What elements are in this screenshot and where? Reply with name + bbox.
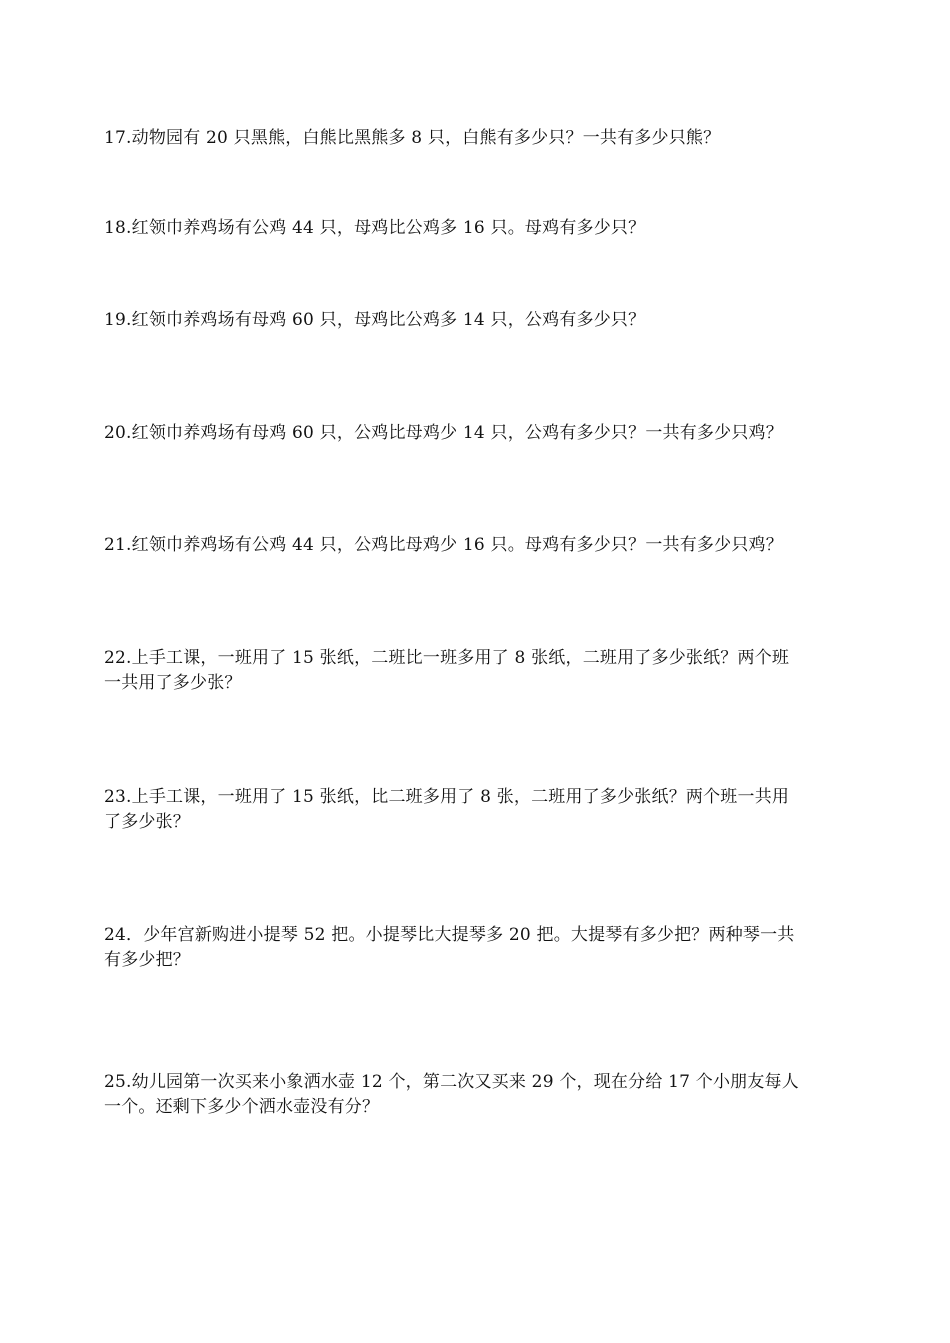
problem-22-line-1: 22.上手工课，一班用了 15 张纸，二班比一班多用了 8 张纸，二班用了多少张纸？两个班	[104, 648, 790, 668]
problem-22-line-2: 一共用了多少张？	[104, 673, 242, 693]
problem-17-line-1: 17.动物园有 20 只黑熊，白熊比黑熊多 8 只，白熊有多少只？一共有多少只熊？	[104, 128, 721, 148]
problem-24-line-2: 有多少把？	[104, 950, 190, 970]
problem-25-line-2: 一个。还剩下多少个洒水壶没有分？	[104, 1097, 380, 1117]
problem-21	[104, 533, 852, 558]
problem-20	[104, 421, 852, 446]
problem-23-line-1: 23.上手工课，一班用了 15 张纸，比二班多用了 8 张，二班用了多少张纸？两个班一共用	[104, 787, 790, 807]
problem-18	[104, 216, 852, 241]
problem-20-line-1: 20.红领巾养鸡场有母鸡 60 只，公鸡比母鸡少 14 只，公鸡有多少只？一共有多少只鸡？	[104, 423, 783, 443]
problem-25-line-1: 25.幼儿园第一次买来小象洒水壶 12 个，第二次又买来 29 个，现在分给 17 个小朋友每人	[104, 1072, 799, 1092]
problem-18-line-1: 18.红领巾养鸡场有公鸡 44 只，母鸡比公鸡多 16 只。母鸡有多少只？	[104, 218, 646, 238]
problem-17	[104, 126, 852, 151]
problem-23	[104, 785, 852, 835]
problem-21-line-1: 21.红领巾养鸡场有公鸡 44 只，公鸡比母鸡少 16 只。母鸡有多少只？一共有多少只鸡？	[104, 535, 783, 555]
problem-23-line-2: 了多少张？	[104, 812, 190, 832]
problem-24	[104, 923, 852, 973]
problem-19-line-1: 19.红领巾养鸡场有母鸡 60 只，母鸡比公鸡多 14 只，公鸡有多少只？	[104, 310, 646, 330]
problem-24-line-1: 24．少年宫新购进小提琴 52 把。小提琴比大提琴多 20 把。大提琴有多少把？两种琴一共	[104, 925, 795, 945]
problem-25	[104, 1070, 852, 1120]
problem-22	[104, 646, 852, 696]
problem-19	[104, 308, 852, 333]
